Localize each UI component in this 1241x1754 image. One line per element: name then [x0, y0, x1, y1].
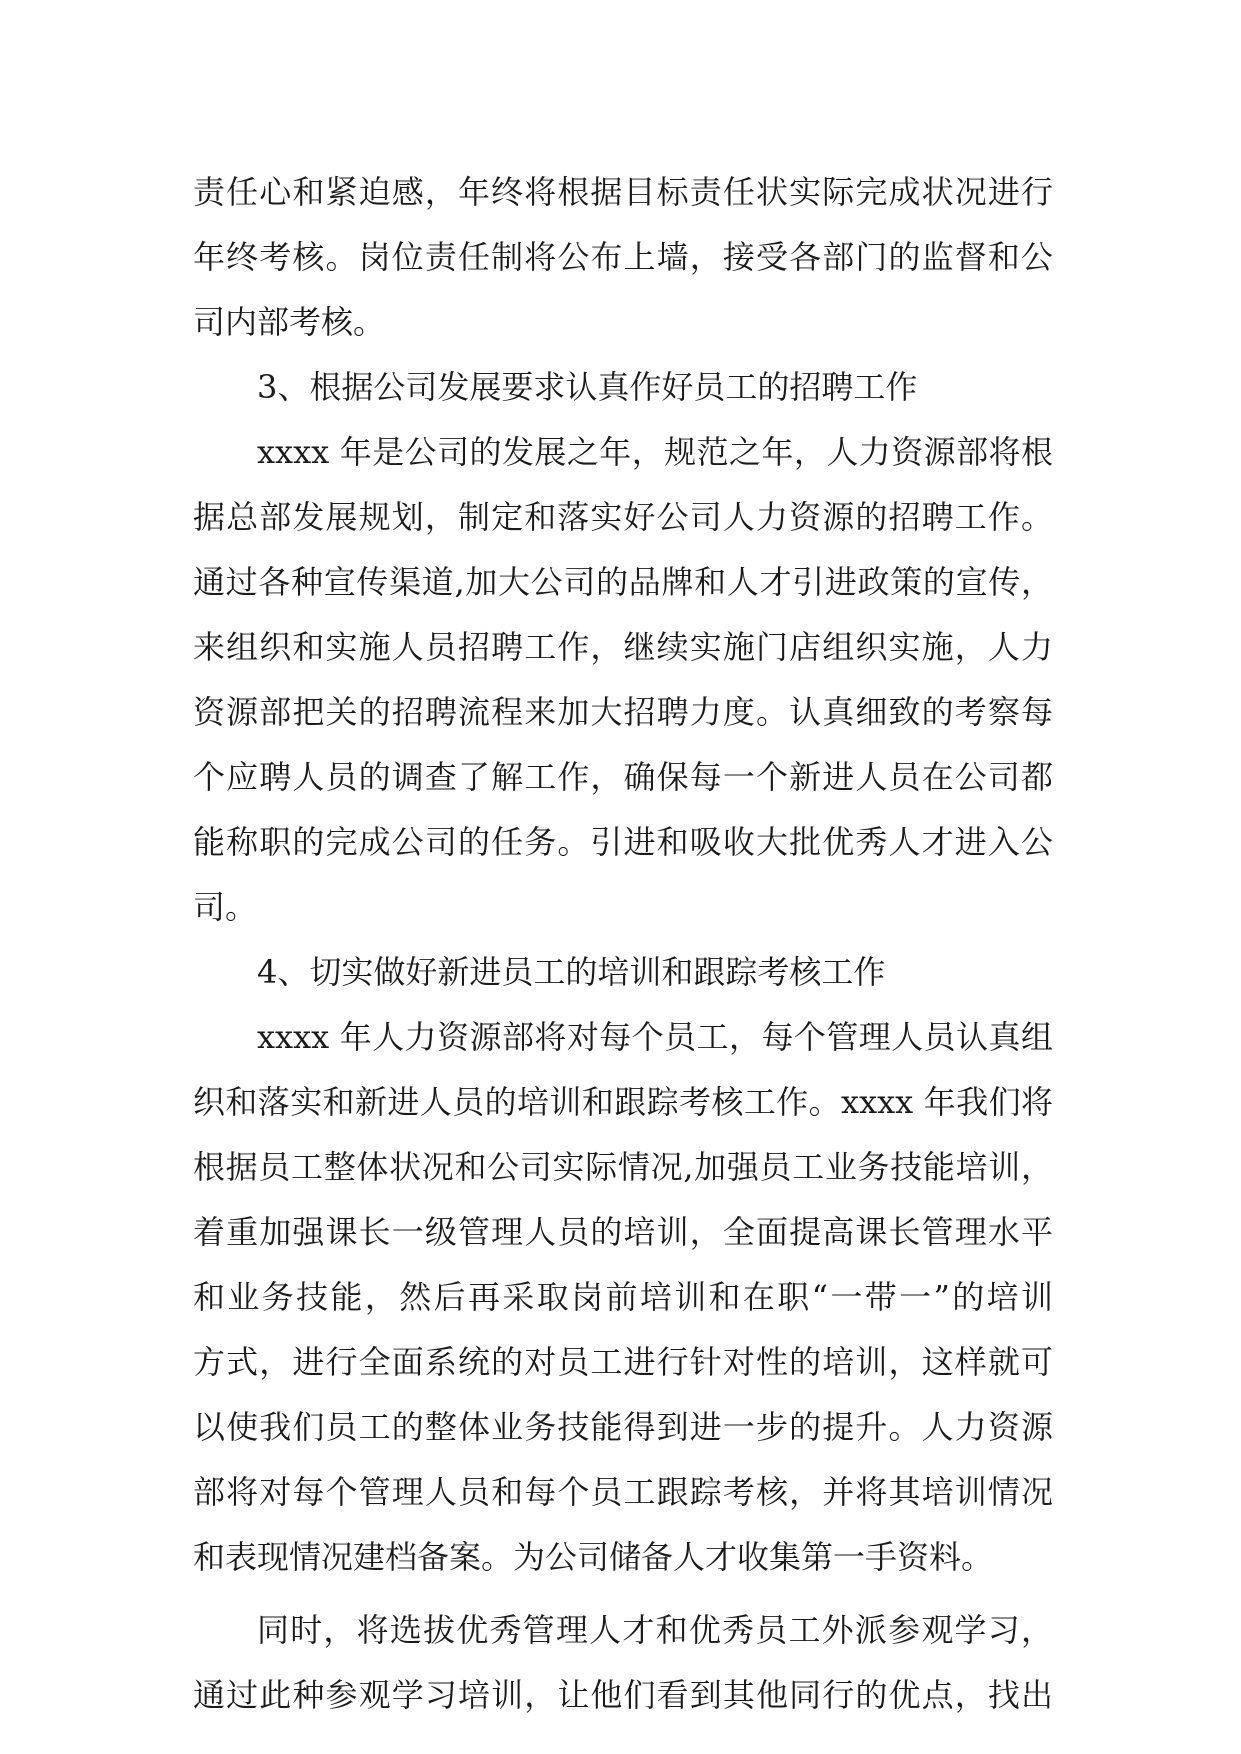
- paragraph-gap: [193, 1590, 1053, 1598]
- text-line: 来组织和实施人员招聘工作，继续实施门店组织实施，人力: [193, 628, 1053, 666]
- text-line: 司。: [193, 888, 258, 926]
- text-line: 资源部把关的招聘流程来加大招聘力度。认真细致的考察每: [193, 693, 1053, 731]
- text-line: xxxx 年是公司的发展之年，规范之年，人力资源部将根: [257, 433, 1053, 471]
- text-line: 方式，进行全面系统的对员工进行针对性的培训，这样就可: [193, 1343, 1053, 1381]
- text-line: 能称职的完成公司的任务。引进和吸收大批优秀人才进入公: [193, 823, 1053, 861]
- text-line: 着重加强课长一级管理人员的培训，全面提高课长管理水平: [193, 1213, 1053, 1251]
- text-line: 通过此种参观学习培训，让他们看到其他同行的优点，找出: [193, 1676, 1053, 1714]
- text-line: 部将对每个管理人员和每个员工跟踪考核，并将其培训情况: [193, 1473, 1053, 1511]
- document-body: [193, 160, 1053, 1728]
- text-line: 以使我们员工的整体业务技能得到进一步的提升。人力资源: [193, 1408, 1053, 1446]
- text-line: 和业务技能，然后再采取岗前培训和在职“一带一”的培训: [193, 1278, 1053, 1316]
- section-heading-4: 4、切实做好新进员工的培训和跟踪考核工作: [257, 953, 886, 991]
- text-line: 同时，将选拔优秀管理人才和优秀员工外派参观学习，: [257, 1611, 1053, 1649]
- text-line: 司内部考核。: [193, 303, 386, 341]
- text-line: 织和落实和新进人员的培训和跟踪考核工作。xxxx 年我们将: [193, 1083, 1053, 1121]
- text-line: xxxx 年人力资源部将对每个员工，每个管理人员认真组: [257, 1018, 1053, 1056]
- text-line: 个应聘人员的调查了解工作，确保每一个新进人员在公司都: [193, 758, 1053, 796]
- section-heading-3: 3、根据公司发展要求认真作好员工的招聘工作: [257, 368, 918, 406]
- text-line: 责任心和紧迫感，年终将根据目标责任状实际完成状况进行: [193, 173, 1053, 211]
- text-line: 根据员工整体状况和公司实际情况,加强员工业务技能培训，: [193, 1148, 1053, 1186]
- text-line: 和表现情况建档备案。为公司储备人才收集第一手资料。: [193, 1538, 994, 1576]
- text-line: 年终考核。岗位责任制将公布上墙，接受各部门的监督和公: [193, 238, 1053, 276]
- text-line: 通过各种宣传渠道,加大公司的品牌和人才引进政策的宣传，: [193, 563, 1053, 601]
- text-line: 据总部发展规划，制定和落实好公司人力资源的招聘工作。: [193, 498, 1053, 536]
